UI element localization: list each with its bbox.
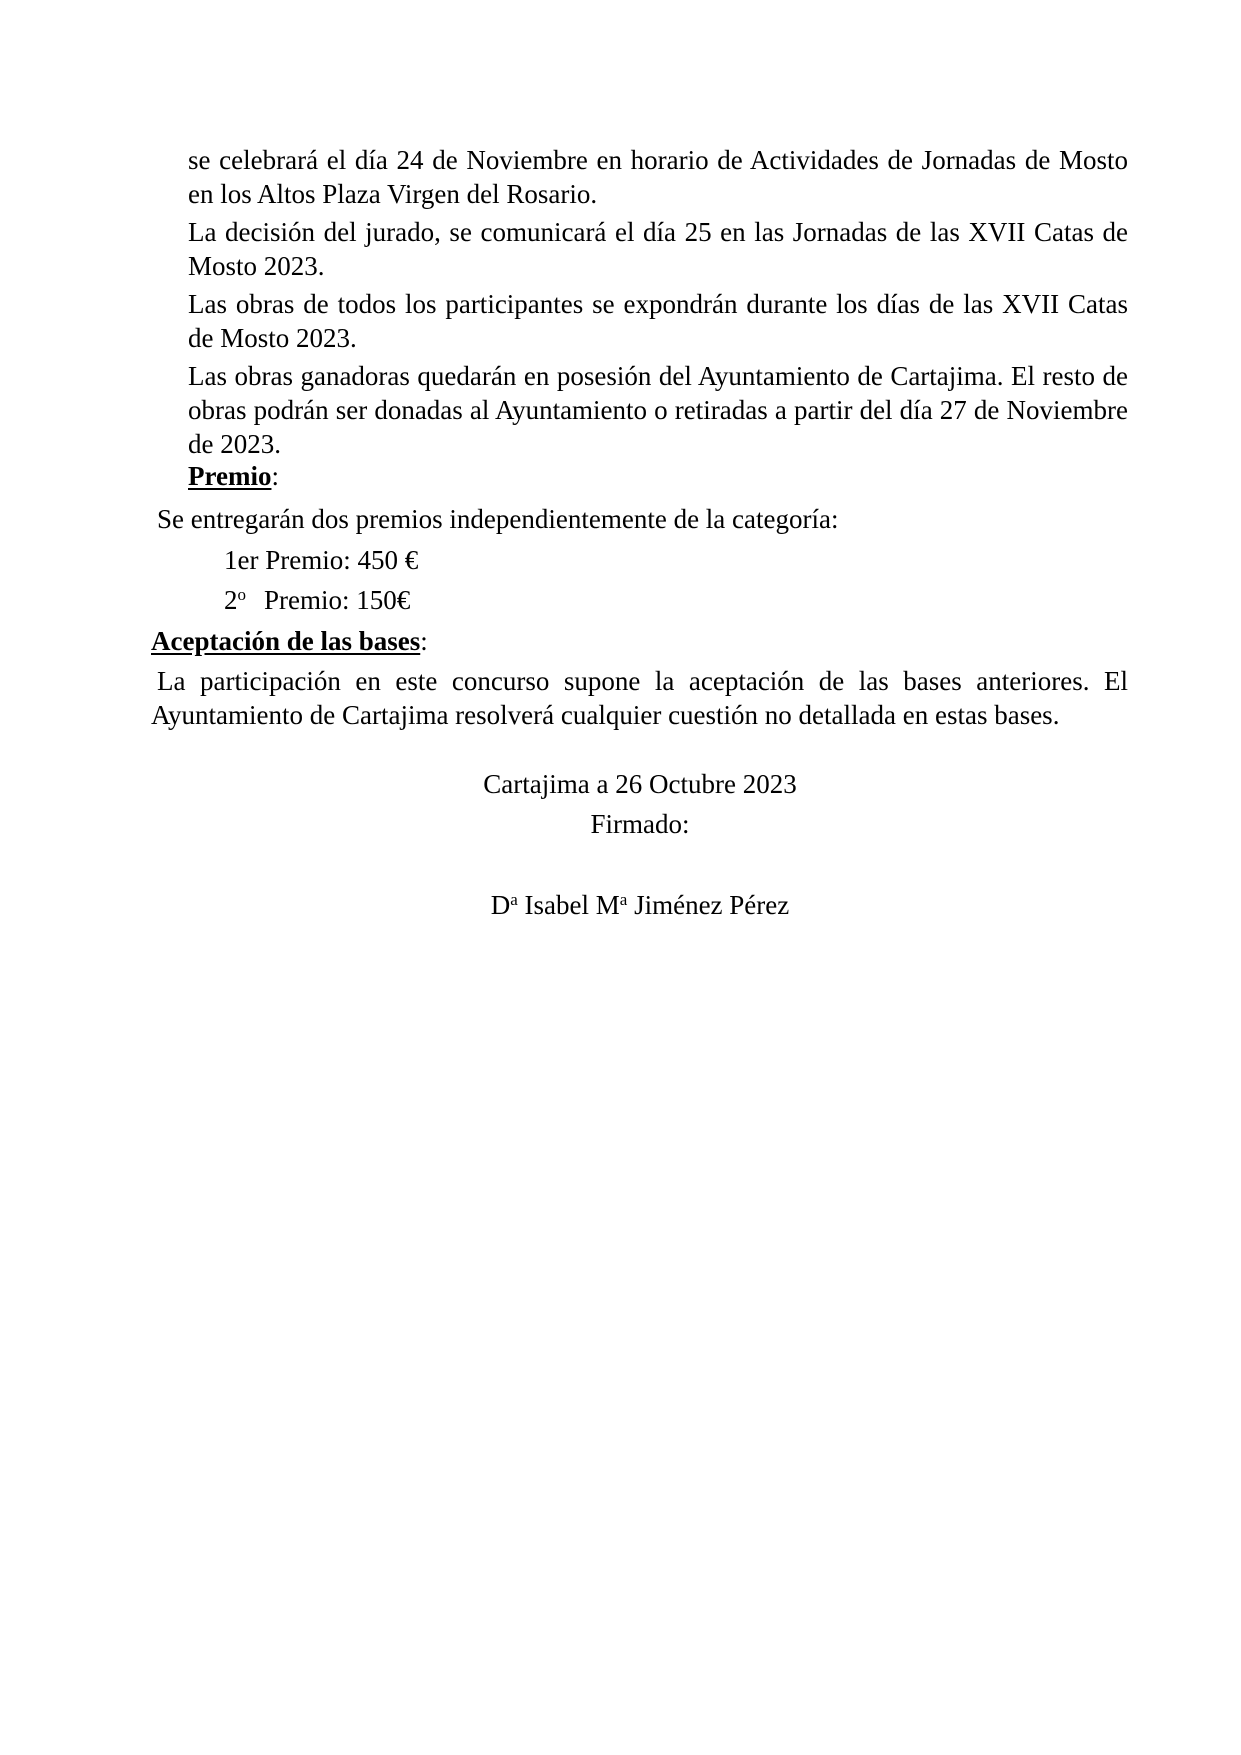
paragraph-celebration-date: se celebrará el día 24 de Noviembre en horario de Actividades de Jornadas de Mosto en los Altos Plaza Virgen del Rosario. (188, 145, 1128, 209)
signed-label: Firmado: (590, 809, 690, 839)
premio-heading: Premio (188, 461, 272, 491)
first-prize: 1er Premio: 450 € (224, 545, 419, 575)
premio-heading-line (188, 459, 279, 493)
paragraph-jury-decision: La decisión del jurado, se comunicará el día 25 en las Jornadas de las XVII Catas de Mosto 2023. (188, 217, 1128, 281)
premio-heading-colon: : (271, 461, 279, 491)
signatory-name (0, 888, 1241, 922)
aceptacion-heading-line (151, 624, 428, 658)
second-prize-text: Premio: 150€ (264, 585, 411, 615)
aceptacion-heading: Aceptación de las bases (151, 626, 421, 656)
second-prize-number: 2 (224, 585, 238, 615)
signatory-prefix: D (490, 890, 511, 920)
place-date: Cartajima a 26 Octubre 2023 (483, 769, 797, 799)
signatory-given-name-ordinal: a (619, 890, 628, 909)
signatory-surnames: Jiménez Pérez (627, 890, 790, 920)
signatory-given-name: Isabel M (517, 890, 620, 920)
paragraph-exhibition: Las obras de todos los participantes se expondrán durante los días de las XVII Catas de Mosto 2023. (188, 289, 1128, 353)
signatory-prefix-ordinal: a (510, 890, 518, 909)
premio-intro: Se entregarán dos premios independientemente de la categoría: (157, 504, 839, 534)
aceptacion-text: La participación en este concurso supone la aceptación de las bases anteriores. El Ayuntamiento de Cartajima resolverá cualquier cuestión no detallada en estas bases. (151, 666, 1128, 730)
second-prize (224, 583, 410, 617)
paragraph-winning-works: Las obras ganadoras quedarán en posesión del Ayuntamiento de Cartajima. El resto de obras podrán ser donadas al Ayuntamiento o retiradas a partir del día 27 de Noviembre de 2023. (188, 361, 1128, 459)
second-prize-ordinal: o (237, 585, 246, 604)
aceptacion-heading-colon: : (420, 626, 428, 656)
